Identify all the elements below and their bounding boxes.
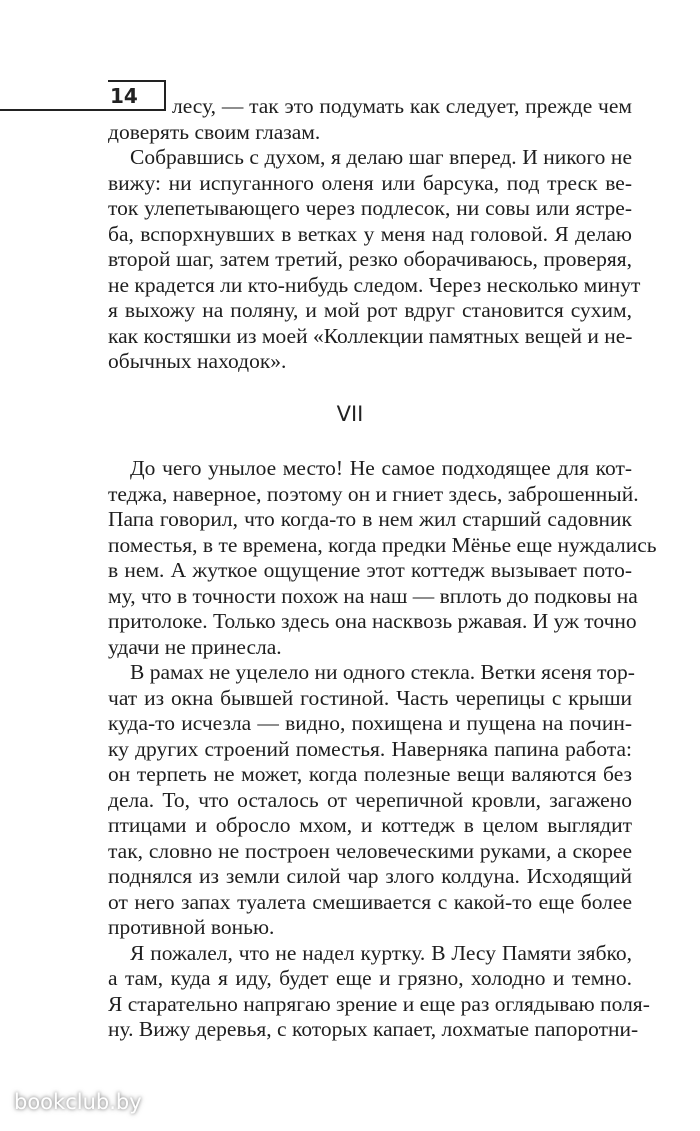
text-line: поместья, в те времена, когда предки Мёнье еще нуждались	[108, 532, 657, 557]
text-line: ба, вспорхнувших в ветках у меня над головой. Я делаю	[108, 221, 632, 246]
text-line: второй шаг, затем третий, резко оборачиваюсь, проверяя,	[108, 247, 632, 271]
text-line: так, словно не построен человеческими руками, а скорее	[108, 838, 632, 863]
text-line: В рамах не уцелело ни одного стекла. Ветки ясеня тор-	[130, 660, 635, 684]
text-line: куда-то исчезла — видно, похищена и пущена на почин-	[108, 711, 632, 735]
text-line: ку других строений поместья. Наверняка папина работа:	[108, 736, 632, 761]
watermark: bookclub.by	[14, 1090, 142, 1114]
text-line: лесу, — так это подумать как следует, прежде чем	[172, 94, 632, 118]
text-line: вижу: ни испуганного оленя или барсука, под треск ве-	[108, 170, 632, 195]
text-line: птицами и обросло мхом, и коттедж в целом выглядит	[108, 813, 632, 837]
text-line: дела. То, что осталось от черепичной кровли, загажено	[108, 787, 632, 812]
text-line: обычных находок».	[108, 349, 287, 373]
text-line: он терпеть не может, когда полезные вещи валяются без	[108, 762, 632, 786]
text-block-top	[108, 94, 641, 375]
text-line: как костяшки из моей «Коллекции памятных вещей и не-	[108, 323, 633, 348]
text-block-body	[108, 456, 657, 1043]
page-number: 14	[110, 84, 138, 108]
text-line: я выхожу на поляну, и мой рот вдруг становится сухим,	[108, 298, 632, 322]
text-line: противной вонью.	[108, 915, 275, 939]
text-line: поднялся из земли силой чар злого колдуна. Исходящий	[108, 864, 632, 888]
text-line: ну. Вижу деревья, с которых капает, лохматые папоротни-	[108, 1017, 639, 1041]
text-line: чат из окна бывшей гостиной. Часть черепицы с крыши	[108, 685, 632, 710]
text-line: ток улепетывающего через подлесок, ни совы или ястре-	[108, 196, 632, 220]
text-line: доверять своим глазам.	[108, 119, 321, 144]
text-line: удачи не принесла.	[108, 634, 282, 659]
text-line: Папа говорил, что когда-то в нем жил старший садовник	[108, 507, 632, 531]
text-line: а там, куда я иду, будет еще и грязно, холодно и темно.	[108, 966, 632, 990]
text-line: притолоке. Только здесь она насквозь ржавая. И уж точно	[108, 609, 637, 633]
text-line: До чего унылое место! Не самое подходящее для кот-	[130, 456, 632, 480]
chapter-heading: VII	[336, 402, 364, 426]
text-line: Я старательно напрягаю зрение и еще раз оглядываю поля-	[108, 991, 650, 1016]
text-line: Я пожалел, что не надел куртку. В Лесу Памяти зябко,	[130, 940, 632, 965]
text-line: от него запах туалета смешивается с какой-то еще более	[108, 889, 632, 914]
text-line: му, что в точности похож на наш — вплоть до подковы на	[108, 583, 638, 608]
text-line: в нем. А жуткое ощущение этот коттедж вызывает пото-	[108, 558, 632, 582]
text-line: не крадется ли кто-нибудь следом. Через несколько минут	[108, 272, 641, 297]
text-line: Собравшись с духом, я делаю шаг вперед. И никого не	[130, 145, 632, 169]
text-line: теджа, наверное, поэтому он и гниет здесь, заброшенный.	[108, 481, 639, 506]
